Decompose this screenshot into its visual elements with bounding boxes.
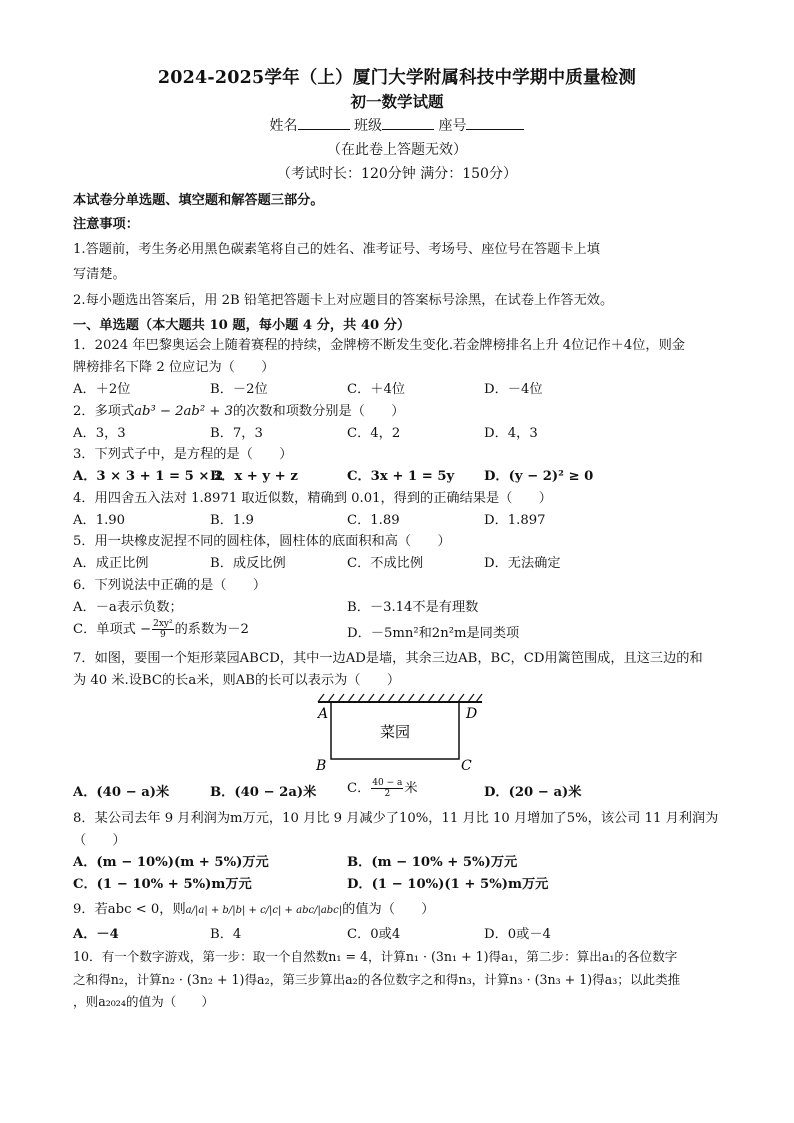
q5-option-a: A．成正比例 — [73, 556, 149, 571]
q9-stem-pre: 9．若abc < 0，则 — [73, 902, 186, 917]
q4-stem: 4．用四舍五入法对 1.8971 取近似数，精确到 0.01，得到的正确结果是（ ） — [73, 491, 552, 506]
q6-option-a: A．－a表示负数； — [73, 600, 183, 615]
q7-option-a: A．(40 − a)米 — [73, 785, 170, 800]
section-heading: 一、单选题（本大题共 10 题，每小题 4 分，共 40 分） — [73, 318, 411, 333]
q7-option-b: B．(40 − 2a)米 — [210, 785, 317, 800]
q4-option-d: D．1.897 — [484, 513, 546, 528]
q6-fraction — [152, 619, 174, 640]
q2-option-a: A．3，3 — [73, 426, 126, 441]
q8-option-b: B．(m − 10% + 5%)万元 — [347, 855, 518, 870]
notice-2: 2.每小题选出答案后，用 2B 铅笔把答题卡上对应题目的答案标号涂黑，在试卷上作答无效。 — [73, 293, 614, 308]
garden-label: 菜园 — [379, 723, 411, 741]
notice-title: 注意事项： — [73, 217, 139, 232]
q2-option-b: B．7，3 — [210, 426, 263, 441]
q5-option-b: B．成反比例 — [210, 556, 286, 571]
q1-option-d: D．－4位 — [484, 382, 543, 397]
class-blank — [382, 115, 434, 130]
corner-a-label: A — [318, 706, 329, 722]
q10-line-b: 之和得n₂，计算n₂ · (3n₂ + 1)得a₂，第三步算出a₂的各位数字之和得n₃，计算n₃ · (3n₃ + 1)得a₃；以此类推 — [73, 972, 681, 987]
q9-stem — [73, 898, 434, 917]
q6-option-c-post: 的系数为－2 — [174, 622, 249, 637]
student-info-line — [0, 115, 794, 135]
q1-stem-a: 1．2024 年巴黎奥运会上随着赛程的持续，金牌榜不断发生变化.若金牌榜排名上升 4位记作＋4位，则金 — [73, 338, 685, 353]
q2-option-c: C．4，2 — [347, 426, 401, 441]
q3-option-b: B．x + y + z — [210, 469, 298, 484]
q9-expression: a/|a| + b/|b| + c/|c| + abc/|abc| — [185, 905, 343, 916]
notice-1a: 1.答题前，考生务必用黑色碳素笔将自己的姓名、准考证号、考场号、座位号在答题卡上填 — [73, 242, 600, 257]
q3-stem: 3．下列式子中，是方程的是（ ） — [73, 447, 293, 462]
q1-option-c: C．＋4位 — [347, 382, 406, 397]
q10-line-a: 10．有一个数字游戏，第一步：取一个自然数n₁ = 4，计算n₁ · (3n₁ + 1)得a₁，第二步：算出a₁的各位数字 — [73, 949, 678, 964]
q7-stem-a: 7．如图，要围一个矩形菜园ABCD，其中一边AD是墙，其余三边AB，BC，CD用篱笆围成，且这三边的和 — [73, 651, 703, 666]
structure-note: 本试卷分单选题、填空题和解答题三部分。 — [73, 193, 324, 208]
seat-label: 座号 — [438, 118, 467, 134]
time-info: （考试时长：120分钟 满分：150分） — [277, 166, 517, 182]
q2-expression: ab³ − 2ab² + 3 — [134, 404, 233, 419]
invalid-note: （在此卷上答题无效） — [327, 142, 467, 158]
q8-stem-b: （ ） — [73, 833, 126, 848]
q8-option-c: C．(1 − 10% + 5%)m万元 — [73, 877, 252, 892]
q3-option-d: D．(y − 2)² ≥ 0 — [484, 469, 594, 484]
corner-d-label: D — [466, 706, 478, 722]
q7-fraction-numerator: 40 − a — [372, 778, 403, 788]
q7-fraction-denominator: 2 — [384, 789, 391, 799]
q6-option-c-pre: C．单项式 − — [73, 622, 152, 637]
q2-option-d: D．4，3 — [484, 426, 538, 441]
q3-option-c: C．3x + 1 = 5y — [347, 469, 455, 484]
name-blank — [298, 115, 350, 130]
class-label: 班级 — [354, 118, 382, 134]
q4-option-b: B．1.9 — [210, 513, 254, 528]
q9-stem-post: 的值为（ ） — [342, 902, 435, 917]
q3-option-a: A．3 × 3 + 1 = 5 × 2 — [73, 469, 224, 484]
q6-fraction-denominator: 9 — [159, 630, 166, 640]
q8-stem-a: 8．某公司去年 9 月利润为m万元，10 月比 9 月减少了10%，11 月比 10 月增加了5%，该公司 11 月利润为 — [73, 811, 719, 826]
q1-option-b: B．－2位 — [210, 382, 268, 397]
q10-line-c: ，则a₂₀₂₄的值为（ ） — [73, 994, 215, 1009]
q8-option-a: A．(m − 10%)(m + 5%)万元 — [73, 855, 269, 870]
q7-stem-b: 为 40 米.设BC的长a米，则AB的长可以表示为（ ） — [73, 673, 401, 688]
q7-fraction — [371, 778, 403, 799]
q1-option-a: A．＋2位 — [73, 382, 131, 397]
q5-option-c: C．不成比例 — [347, 556, 424, 571]
q7-option-d: D．(20 − a)米 — [484, 785, 582, 800]
notice-1b: 写清楚。 — [73, 267, 126, 282]
seat-blank — [466, 115, 524, 130]
q7-option-c-post: 米 — [404, 781, 418, 796]
q4-option-c: C．1.89 — [347, 513, 400, 528]
q1-stem-b: 牌榜排名下降 2 位应记为（ ） — [73, 360, 275, 375]
garden-figure — [310, 690, 490, 775]
q8-option-d: D．(1 − 10%)(1 + 5%)m万元 — [347, 877, 549, 892]
q6-stem: 6．下列说法中正确的是（ ） — [73, 578, 267, 593]
q7-option-c-pre: C． — [347, 781, 371, 796]
q6-option-c — [73, 618, 249, 640]
q2-stem-post: 的次数和项数分别是（ ） — [232, 404, 405, 419]
page-title: 2024-2025学年（上）厦门大学附属科技中学期中质量检测 — [157, 68, 637, 88]
q5-option-d: D．无法确定 — [484, 556, 561, 571]
corner-b-label: B — [316, 758, 327, 774]
q6-fraction-numerator: 2xy² — [153, 619, 173, 629]
page-subtitle: 初一数学试题 — [350, 92, 444, 111]
q2-stem — [73, 400, 404, 419]
q9-option-b: B．4 — [210, 927, 242, 942]
q6-option-d: D．－5mn²和2n²m是同类项 — [347, 626, 520, 641]
wall-hatching — [318, 694, 482, 702]
q9-option-d: D．0或－4 — [484, 927, 551, 942]
q6-option-b: B．－3.14不是有理数 — [347, 600, 479, 615]
q2-stem-pre: 2．多项式 — [73, 404, 135, 419]
q7-option-c — [347, 777, 418, 799]
q4-option-a: A．1.90 — [73, 513, 126, 528]
corner-c-label: C — [461, 758, 472, 774]
q9-option-a: A．－4 — [73, 927, 119, 942]
q5-stem: 5．用一块橡皮泥捏不同的圆柱体，圆柱体的底面积和高（ ） — [73, 534, 451, 549]
name-label: 姓名 — [269, 118, 298, 134]
garden-diagram — [310, 690, 490, 775]
q9-option-c: C．0或4 — [347, 927, 401, 942]
